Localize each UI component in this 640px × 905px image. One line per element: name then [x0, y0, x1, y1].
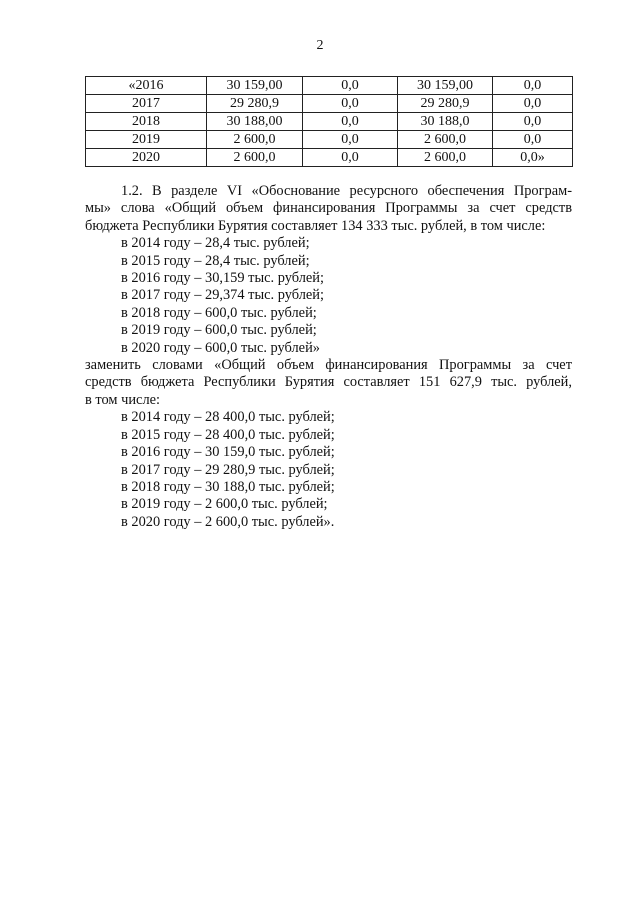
table-cell: 2020: [86, 149, 207, 167]
table-cell: 0,0: [303, 131, 398, 149]
table-row: [86, 77, 573, 95]
list-item: в 2018 году – 600,0 тыс. рублей;: [121, 304, 317, 321]
paragraph-2-line-3: в том числе:: [85, 391, 161, 408]
list-item: в 2017 году – 29 280,9 тыс. рублей;: [121, 461, 335, 478]
table-row: [86, 113, 573, 131]
paragraph-2-line-2: средств бюджета Республики Бурятия составляет 151 627,9 тыс. рублей,: [85, 374, 572, 391]
paragraph-1-line-3: бюджета Республики Бурятия составляет 134 333 тыс. рублей, в том числе:: [85, 217, 546, 234]
table-cell: 2 600,0: [207, 149, 303, 167]
table-cell: «2016: [86, 77, 207, 95]
table-cell: 2 600,0: [398, 149, 493, 167]
list-item: в 2015 году – 28,4 тыс. рублей;: [121, 252, 310, 269]
table-cell: 29 280,9: [207, 95, 303, 113]
list-item: в 2014 году – 28,4 тыс. рублей;: [121, 235, 310, 252]
table-cell: 0,0: [493, 131, 573, 149]
table-cell: 2017: [86, 95, 207, 113]
list-item: в 2014 году – 28 400,0 тыс. рублей;: [121, 409, 335, 426]
table-cell: 0,0»: [493, 149, 573, 167]
paragraph-1-line-2: мы» слова «Общий объем финансирования Программы за счет средств: [85, 200, 572, 217]
document-body: [85, 183, 572, 531]
old-amounts-list: [85, 235, 572, 357]
new-amounts-list: [85, 409, 572, 531]
table-cell: 30 159,00: [207, 77, 303, 95]
table-cell: 2019: [86, 131, 207, 149]
list-item: в 2015 году – 28 400,0 тыс. рублей;: [121, 426, 335, 443]
table-cell: 0,0: [303, 149, 398, 167]
table-cell: 0,0: [493, 113, 573, 131]
table-cell: 30 188,0: [398, 113, 493, 131]
list-item: в 2019 году – 2 600,0 тыс. рублей;: [121, 496, 328, 513]
financing-table: [85, 76, 573, 167]
table-cell: 2 600,0: [207, 131, 303, 149]
list-item: в 2016 году – 30 159,0 тыс. рублей;: [121, 444, 335, 461]
table-cell: 0,0: [303, 113, 398, 131]
list-item: в 2017 году – 29,374 тыс. рублей;: [121, 287, 324, 304]
list-item: в 2018 году – 30 188,0 тыс. рублей;: [121, 478, 335, 495]
list-item: в 2020 году – 2 600,0 тыс. рублей».: [121, 513, 335, 530]
table-cell: 0,0: [303, 77, 398, 95]
table-row: [86, 131, 573, 149]
table-cell: 30 159,00: [398, 77, 493, 95]
table-cell: 0,0: [493, 77, 573, 95]
financing-table-body: [86, 77, 573, 167]
table-cell: 2018: [86, 113, 207, 131]
table-row: [86, 95, 573, 113]
table-cell: 0,0: [303, 95, 398, 113]
list-item: в 2019 году – 600,0 тыс. рублей;: [121, 322, 317, 339]
list-item: в 2016 году – 30,159 тыс. рублей;: [121, 270, 324, 287]
table-cell: 2 600,0: [398, 131, 493, 149]
table-row: [86, 149, 573, 167]
list-item: в 2020 году – 600,0 тыс. рублей»: [121, 339, 320, 356]
page-number: 2: [316, 38, 324, 53]
table-cell: 29 280,9: [398, 95, 493, 113]
paragraph-1-line-1: 1.2. В разделе VI «Обоснование ресурсного обеспечения Програм-: [121, 183, 572, 199]
table-cell: 30 188,00: [207, 113, 303, 131]
paragraph-2-line-1: заменить словами «Общий объем финансирования Программы за счет: [85, 357, 572, 374]
table-cell: 0,0: [493, 95, 573, 113]
